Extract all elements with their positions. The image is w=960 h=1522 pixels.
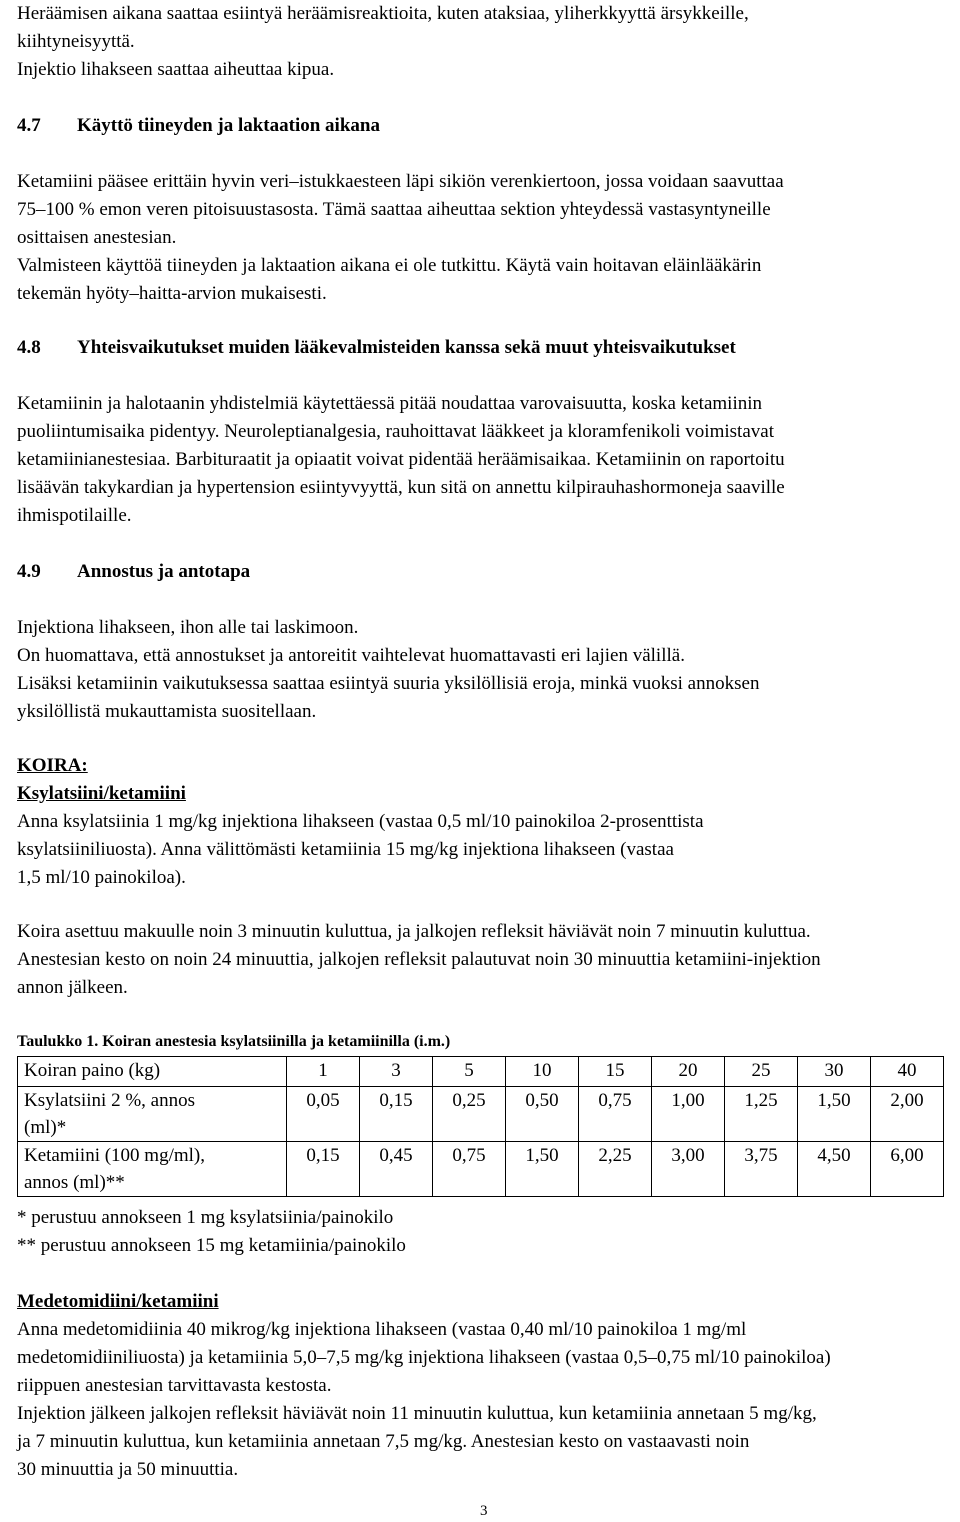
row-label: annos (ml)**	[24, 1172, 125, 1193]
paragraph-line: Injektion jälkeen jalkojen refleksit häviävät noin 11 minuutin kuluttua, kun ketamiinia annetaan 5 mg/kg,	[17, 1403, 817, 1424]
paragraph-line: annon jälkeen.	[17, 977, 128, 998]
value-cell: 1,50	[506, 1142, 579, 1197]
intro-line: kiihtyneisyyttä.	[17, 31, 135, 52]
page-number: 3	[480, 1503, 488, 1519]
paragraph-line: Koira asettuu makuulle noin 3 minuutin kuluttua, ja jalkojen refleksit häviävät noin 7 minuutin kuluttua.	[17, 921, 811, 942]
value-cell: 1,50	[798, 1087, 871, 1142]
paragraph-line: medetomidiiniliuosta) ja ketamiinia 5,0–7,5 mg/kg injektiona lihakseen (vastaa 0,5–0,75 ml/10 painokiloa)	[17, 1347, 831, 1368]
row-label-cell	[18, 1142, 287, 1197]
paragraph-line: On huomattava, että annostukset ja antoreitit vaihtelevat huomattavasti eri lajien välillä.	[17, 645, 685, 666]
paragraph-line: 1,5 ml/10 painokiloa).	[17, 867, 186, 888]
weight-cell: 10	[506, 1057, 579, 1087]
paragraph-line: Ketamiini pääsee erittäin hyvin veri–istukkaesteen läpi sikiön verenkiertoon, jossa voidaan saavuttaa	[17, 171, 784, 192]
section-title: Annostus ja antotapa	[77, 561, 251, 582]
paragraph-line: Anna medetomidiinia 40 mikrog/kg injektiona lihakseen (vastaa 0,40 ml/10 painokiloa 1 mg/ml	[17, 1319, 747, 1340]
paragraph-line: Anestesian kesto on noin 24 minuuttia, jalkojen refleksit palautuvat noin 30 minuuttia ketamiini-injektion	[17, 949, 821, 970]
table-header-row	[18, 1057, 944, 1087]
paragraph-line: Injektiona lihakseen, ihon alle tai laskimoon.	[17, 617, 359, 638]
subheading-xylazine-ketamine: Ksylatsiini/ketamiini	[17, 783, 186, 804]
value-cell: 2,00	[871, 1087, 944, 1142]
intro-line: Injektio lihakseen saattaa aiheuttaa kipua.	[17, 59, 335, 80]
intro-line: Heräämisen aikana saattaa esiintyä heräämisreaktioita, kuten ataksiaa, yliherkkyyttä ärsykkeille,	[17, 3, 749, 24]
section-heading-4-7	[17, 116, 380, 135]
paragraph-line: riippuen anestesian tarvittavasta kestosta.	[17, 1375, 332, 1396]
row-label: Ksylatsiini 2 %, annos	[24, 1090, 195, 1111]
section-number: 4.8	[17, 337, 41, 358]
row-label-cell	[18, 1087, 287, 1142]
paragraph-line: Lisäksi ketamiinin vaikutuksessa saattaa esiintyä suuria yksilöllisiä eroja, minkä vuoksi annoksen	[17, 673, 760, 694]
value-cell: 4,50	[798, 1142, 871, 1197]
weight-cell: 15	[579, 1057, 652, 1087]
table-caption: Taulukko 1. Koiran anestesia ksylatsiinilla ja ketamiinilla (i.m.)	[17, 1033, 451, 1050]
value-cell: 0,45	[360, 1142, 433, 1197]
value-cell: 2,25	[579, 1142, 652, 1197]
value-cell: 0,75	[433, 1142, 506, 1197]
weight-cell: 5	[433, 1057, 506, 1087]
paragraph-line: puoliintumisaika pidentyy. Neuroleptianalgesia, rauhoittavat lääkkeet ja kloramfenikoli voimistavat	[17, 421, 774, 442]
weight-cell: 40	[871, 1057, 944, 1087]
value-cell: 6,00	[871, 1142, 944, 1197]
table-footnote: * perustuu annokseen 1 mg ksylatsiinia/painokilo	[17, 1207, 394, 1228]
section-title: Käyttö tiineyden ja laktaation aikana	[77, 115, 380, 136]
paragraph-line: yksilöllistä mukauttamista suositellaan.	[17, 701, 317, 722]
paragraph-line: ksylatsiiniliuosta). Anna välittömästi ketamiinia 15 mg/kg injektiona lihakseen (vastaa	[17, 839, 674, 860]
table-header-cell: Koiran paino (kg)	[18, 1057, 287, 1087]
paragraph-line: 75–100 % emon veren pitoisuustasosta. Tämä saattaa aiheuttaa sektion yhteydessä vastasyntyneille	[17, 199, 771, 220]
paragraph-line: ja 7 minuutin kuluttua, kun ketamiinia annetaan 7,5 mg/kg. Anestesian kesto on vastaavasti noin	[17, 1431, 750, 1452]
paragraph-line: Anna ksylatsiinia 1 mg/kg injektiona lihakseen (vastaa 0,5 ml/10 painokiloa 2-prosenttista	[17, 811, 704, 832]
value-cell: 0,15	[360, 1087, 433, 1142]
dose-table	[17, 1056, 944, 1197]
paragraph-line: tekemän hyöty–haitta-arvion mukaisesti.	[17, 283, 327, 304]
weight-cell: 3	[360, 1057, 433, 1087]
paragraph-line: lisäävän takykardian ja hypertension esiintyvyyttä, kun sitä on annettu kilpirauhashormoneja saaville	[17, 477, 785, 498]
paragraph-line: 30 minuuttia ja 50 minuuttia.	[17, 1459, 239, 1480]
paragraph-line: ihmispotilaille.	[17, 505, 132, 526]
row-label: Ketamiini (100 mg/ml),	[24, 1145, 206, 1166]
table-footnote: ** perustuu annokseen 15 mg ketamiinia/painokilo	[17, 1235, 406, 1256]
value-cell: 0,05	[287, 1087, 360, 1142]
section-heading-4-8	[17, 338, 736, 357]
value-cell: 0,50	[506, 1087, 579, 1142]
row-label: (ml)*	[24, 1117, 67, 1138]
value-cell: 0,25	[433, 1087, 506, 1142]
value-cell: 0,75	[579, 1087, 652, 1142]
section-heading-4-9	[17, 562, 250, 581]
weight-cell: 1	[287, 1057, 360, 1087]
weight-cell: 25	[725, 1057, 798, 1087]
table-row	[18, 1087, 944, 1142]
paragraph-line: ketamiinianestesiaa. Barbituraatit ja opiaatit voivat pidentää heräämisaikaa. Ketamiinin on raportoitu	[17, 449, 785, 470]
section-number: 4.9	[17, 561, 41, 582]
value-cell: 1,00	[652, 1087, 725, 1142]
paragraph-line: osittaisen anestesian.	[17, 227, 177, 248]
paragraph-line: Valmisteen käyttöä tiineyden ja laktaation aikana ei ole tutkittu. Käytä vain hoitavan eläinlääkärin	[17, 255, 762, 276]
subheading-medetomidine-ketamine: Medetomidiini/ketamiini	[17, 1291, 219, 1312]
weight-cell: 20	[652, 1057, 725, 1087]
section-title: Yhteisvaikutukset muiden lääkevalmisteiden kanssa sekä muut yhteisvaikutukset	[77, 337, 736, 358]
value-cell: 1,25	[725, 1087, 798, 1142]
species-heading: KOIRA:	[17, 755, 88, 776]
value-cell: 3,75	[725, 1142, 798, 1197]
section-number: 4.7	[17, 115, 41, 136]
table-row	[18, 1142, 944, 1197]
value-cell: 3,00	[652, 1142, 725, 1197]
value-cell: 0,15	[287, 1142, 360, 1197]
paragraph-line: Ketamiinin ja halotaanin yhdistelmiä käytettäessä pitää noudattaa varovaisuutta, koska ketamiinin	[17, 393, 762, 414]
weight-cell: 30	[798, 1057, 871, 1087]
